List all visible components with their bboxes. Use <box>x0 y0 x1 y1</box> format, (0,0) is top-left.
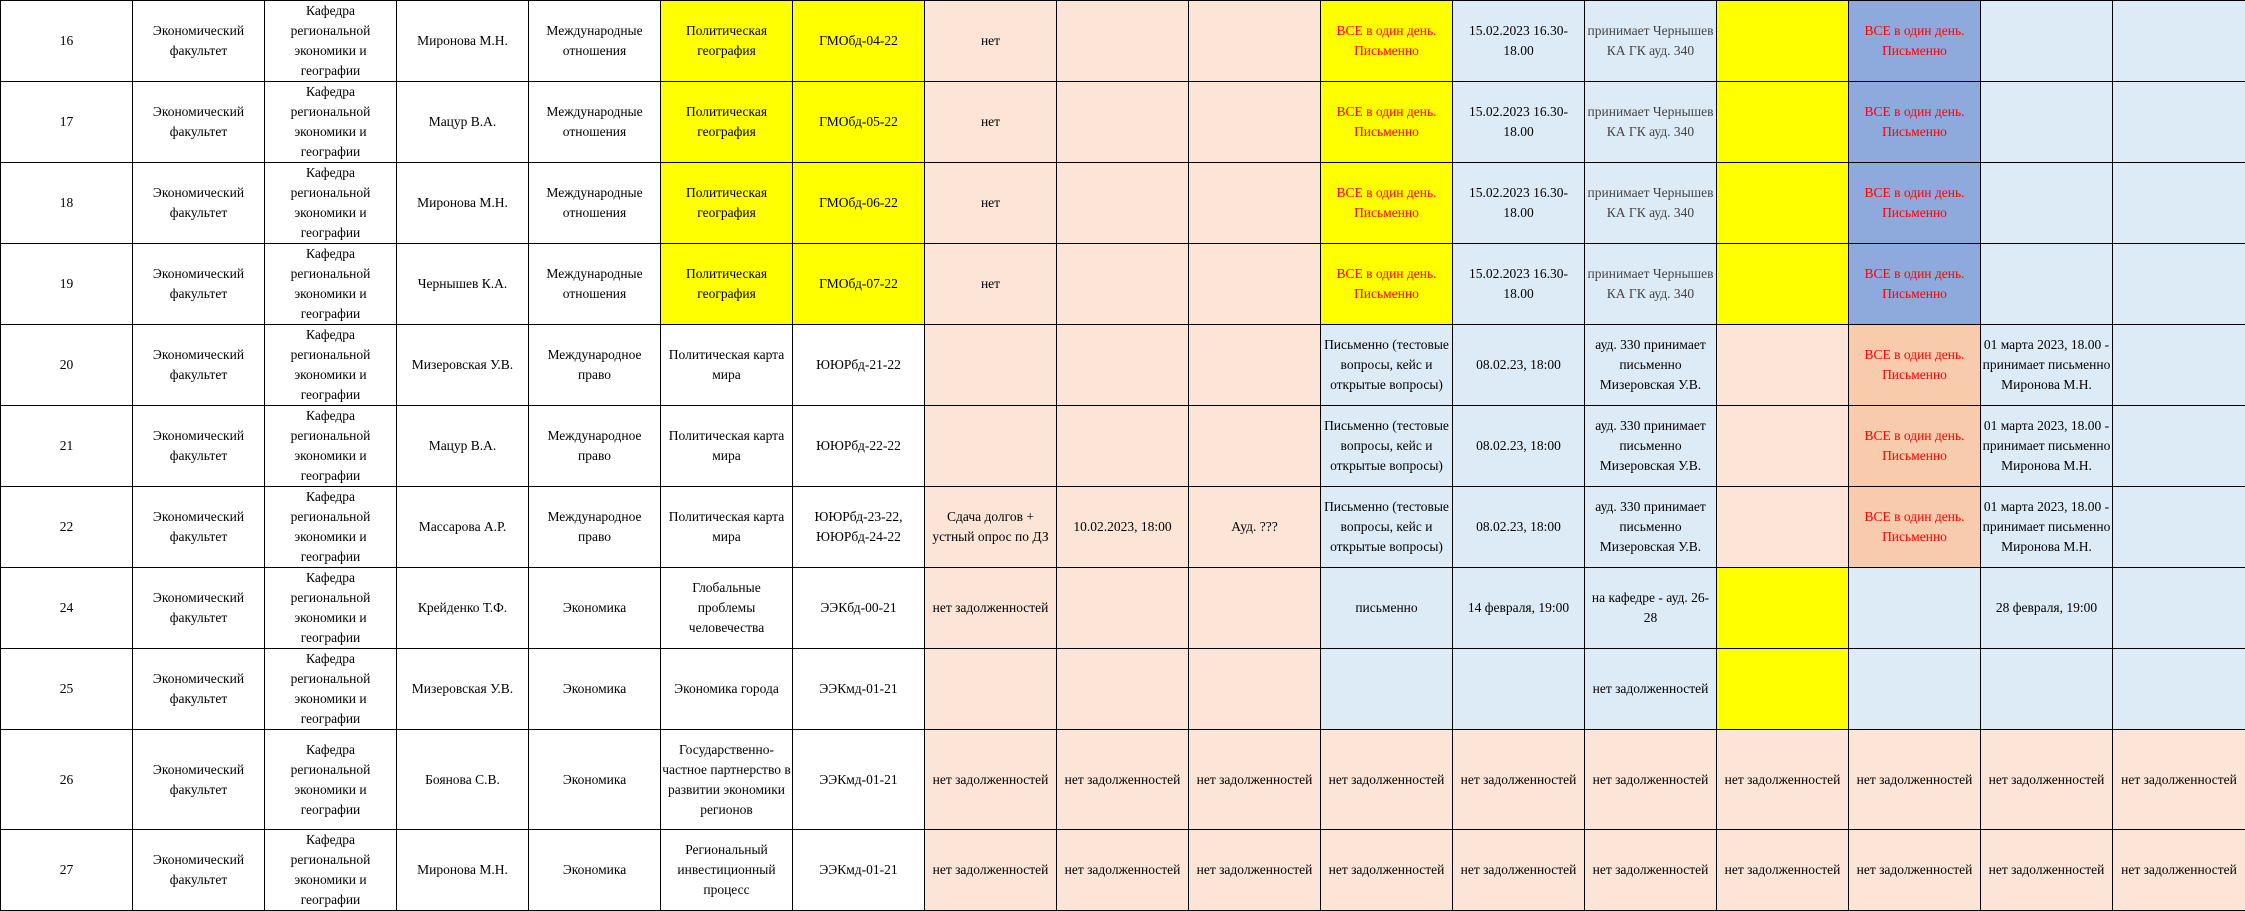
table-cell[interactable] <box>1189 406 1321 487</box>
table-cell[interactable]: Кафедра региональной экономики и географии <box>265 730 397 830</box>
table-cell[interactable] <box>1057 568 1189 649</box>
table-cell[interactable] <box>2113 406 2245 487</box>
table-cell[interactable]: нет задолженностей <box>2113 830 2245 911</box>
table-cell[interactable]: нет <box>925 1 1057 82</box>
table-cell[interactable]: 15.02.2023 16.30-18.00 <box>1453 82 1585 163</box>
table-cell[interactable] <box>1189 244 1321 325</box>
table-cell[interactable] <box>1189 82 1321 163</box>
table-cell[interactable]: письменно <box>1321 568 1453 649</box>
table-cell[interactable]: Кафедра региональной экономики и географии <box>265 325 397 406</box>
table-cell[interactable]: нет задолженностей <box>1453 730 1585 830</box>
table-cell[interactable]: Экономический факультет <box>133 1 265 82</box>
table-cell[interactable]: нет задолженностей <box>1057 730 1189 830</box>
table-cell[interactable] <box>1717 1 1849 82</box>
table-row <box>1 568 2245 649</box>
table-cell[interactable] <box>1189 163 1321 244</box>
table-cell[interactable]: нет задолженностей <box>2113 730 2245 830</box>
table-cell[interactable]: Международное право <box>529 406 661 487</box>
table-cell[interactable]: Международное право <box>529 325 661 406</box>
table-row <box>1 830 2245 911</box>
table-cell[interactable]: 08.02.23, 18:00 <box>1453 487 1585 568</box>
table-cell[interactable]: Экономический факультет <box>133 163 265 244</box>
table-cell[interactable] <box>1981 82 2113 163</box>
table-cell[interactable]: 28 февраля, 19:00 <box>1981 568 2113 649</box>
table-cell[interactable]: ВСЕ в один день. Письменно <box>1849 406 1981 487</box>
table-cell[interactable]: ЮЮРбд-22-22 <box>793 406 925 487</box>
table-cell[interactable]: нет <box>925 163 1057 244</box>
table-cell[interactable]: Мизеровская У.В. <box>397 325 529 406</box>
table-cell[interactable]: Кафедра региональной экономики и географии <box>265 163 397 244</box>
table-cell[interactable] <box>2113 82 2245 163</box>
table-cell[interactable]: Экономический факультет <box>133 487 265 568</box>
table-cell[interactable]: 14 февраля, 19:00 <box>1453 568 1585 649</box>
table-cell[interactable]: ЭЭКбд-00-21 <box>793 568 925 649</box>
table-cell[interactable]: Экономический факультет <box>133 82 265 163</box>
table-cell[interactable]: 01 марта 2023, 18.00 - принимает письменно Миронова М.Н. <box>1981 325 2113 406</box>
table-cell[interactable]: Международное право <box>529 487 661 568</box>
table-cell[interactable]: Политическая карта мира <box>661 487 793 568</box>
table-cell[interactable]: Кафедра региональной экономики и географии <box>265 487 397 568</box>
table-cell[interactable]: Политическая география <box>661 82 793 163</box>
row-number-cell[interactable]: 19 <box>1 244 133 325</box>
table-cell[interactable] <box>2113 1 2245 82</box>
table-cell[interactable]: Миронова М.Н. <box>397 830 529 911</box>
table-cell[interactable]: ГМОбд-04-22 <box>793 1 925 82</box>
table-cell[interactable] <box>1453 649 1585 730</box>
table-row <box>1 163 2245 244</box>
table-cell[interactable] <box>925 406 1057 487</box>
table-cell[interactable] <box>1717 325 1849 406</box>
table-cell[interactable]: Мизеровская У.В. <box>397 649 529 730</box>
table-cell[interactable]: Политическая карта мира <box>661 325 793 406</box>
table-cell[interactable]: Экономический факультет <box>133 244 265 325</box>
table-row <box>1 1 2245 82</box>
table-cell[interactable]: нет задолженностей <box>1189 830 1321 911</box>
table-cell[interactable]: Экономика <box>529 730 661 830</box>
table-cell[interactable]: нет задолженностей <box>1585 649 1717 730</box>
row-number-cell[interactable]: 18 <box>1 163 133 244</box>
table-cell[interactable] <box>1321 649 1453 730</box>
row-number-cell[interactable]: 27 <box>1 830 133 911</box>
table-cell[interactable]: Кафедра региональной экономики и географии <box>265 568 397 649</box>
table-cell[interactable] <box>925 649 1057 730</box>
table-cell[interactable]: 10.02.2023, 18:00 <box>1057 487 1189 568</box>
table-cell[interactable]: Ауд. ??? <box>1189 487 1321 568</box>
table-cell[interactable]: Региональный инвестиционный процесс <box>661 830 793 911</box>
table-cell[interactable] <box>1057 325 1189 406</box>
table-cell[interactable]: ЮЮРбд-21-22 <box>793 325 925 406</box>
table-cell[interactable]: нет задолженностей <box>1321 730 1453 830</box>
table-cell[interactable] <box>1189 649 1321 730</box>
table-cell[interactable] <box>925 325 1057 406</box>
table-cell[interactable]: нет задолженностей <box>925 830 1057 911</box>
table-cell[interactable] <box>2113 244 2245 325</box>
table-cell[interactable]: ГМОбд-06-22 <box>793 163 925 244</box>
table-cell[interactable] <box>1981 163 2113 244</box>
table-cell[interactable]: ВСЕ в один день. Письменно <box>1321 82 1453 163</box>
table-cell[interactable] <box>1189 325 1321 406</box>
table-cell[interactable]: Письменно (тестовые вопросы, кейс и открытые вопросы) <box>1321 487 1453 568</box>
table-cell[interactable] <box>1189 568 1321 649</box>
table-cell[interactable]: Государственно-частное партнерство в развитии экономики регионов <box>661 730 793 830</box>
table-cell[interactable]: нет задолженностей <box>1585 830 1717 911</box>
row-number-cell[interactable]: 17 <box>1 82 133 163</box>
table-cell[interactable]: Кафедра региональной экономики и географии <box>265 1 397 82</box>
table-cell[interactable] <box>1057 649 1189 730</box>
table-cell[interactable] <box>1717 487 1849 568</box>
table-row <box>1 325 2245 406</box>
table-cell[interactable]: Кафедра региональной экономики и географии <box>265 82 397 163</box>
table-cell[interactable]: Экономический факультет <box>133 568 265 649</box>
table-cell[interactable]: Массарова А.Р. <box>397 487 529 568</box>
table-cell[interactable]: Миронова М.Н. <box>397 163 529 244</box>
table-cell[interactable]: принимает Чернышев КА ГК ауд. 340 <box>1585 1 1717 82</box>
table-cell[interactable]: ВСЕ в один день. Письменно <box>1321 244 1453 325</box>
table-cell[interactable]: Международные отношения <box>529 163 661 244</box>
table-cell[interactable] <box>2113 568 2245 649</box>
table-cell[interactable]: на кафедре - ауд. 26-28 <box>1585 568 1717 649</box>
table-row <box>1 406 2245 487</box>
table-cell[interactable]: нет задолженностей <box>925 730 1057 830</box>
table-cell[interactable]: принимает Чернышев КА ГК ауд. 340 <box>1585 82 1717 163</box>
table-cell[interactable]: ауд. 330 принимает письменно Мизеровская У.В. <box>1585 406 1717 487</box>
table-cell[interactable]: Мацур В.А. <box>397 406 529 487</box>
row-number-cell[interactable]: 21 <box>1 406 133 487</box>
table-cell[interactable]: Мацур В.А. <box>397 82 529 163</box>
table-cell[interactable]: ЭЭКмд-01-21 <box>793 830 925 911</box>
table-row <box>1 730 2245 830</box>
table-cell[interactable]: Экономический факультет <box>133 730 265 830</box>
table-cell[interactable]: Политическая география <box>661 1 793 82</box>
table-cell[interactable]: Боянова С.В. <box>397 730 529 830</box>
table-cell[interactable] <box>1717 406 1849 487</box>
table-cell[interactable]: 08.02.23, 18:00 <box>1453 406 1585 487</box>
table-cell[interactable]: ГМОбд-05-22 <box>793 82 925 163</box>
table-cell[interactable]: Кафедра региональной экономики и географии <box>265 649 397 730</box>
table-cell[interactable] <box>1057 406 1189 487</box>
table-cell[interactable]: 15.02.2023 16.30-18.00 <box>1453 244 1585 325</box>
table-cell[interactable]: 15.02.2023 16.30-18.00 <box>1453 163 1585 244</box>
table-cell[interactable]: Миронова М.Н. <box>397 1 529 82</box>
table-cell[interactable]: нет задолженностей <box>1585 730 1717 830</box>
table-cell[interactable]: нет <box>925 82 1057 163</box>
table-cell[interactable] <box>1717 163 1849 244</box>
table-cell[interactable] <box>1717 568 1849 649</box>
table-cell[interactable] <box>1717 244 1849 325</box>
table-cell[interactable]: ВСЕ в один день. Письменно <box>1849 325 1981 406</box>
table-cell[interactable]: ВСЕ в один день. Письменно <box>1849 82 1981 163</box>
table-cell[interactable]: нет задолженностей <box>925 568 1057 649</box>
table-cell[interactable]: 01 марта 2023, 18.00 - принимает письменно Миронова М.Н. <box>1981 487 2113 568</box>
table-cell[interactable]: Экономический факультет <box>133 406 265 487</box>
table-cell[interactable]: Экономика <box>529 568 661 649</box>
table-cell[interactable]: нет задолженностей <box>1321 830 1453 911</box>
table-cell[interactable] <box>1981 649 2113 730</box>
table-cell[interactable]: принимает Чернышев КА ГК ауд. 340 <box>1585 163 1717 244</box>
table-cell[interactable]: нет задолженностей <box>1717 730 1849 830</box>
table-cell[interactable]: Политическая карта мира <box>661 406 793 487</box>
table-cell[interactable] <box>2113 649 2245 730</box>
table-cell[interactable]: Международные отношения <box>529 1 661 82</box>
table-row <box>1 649 2245 730</box>
table-cell[interactable]: 01 марта 2023, 18.00 - принимает письменно Миронова М.Н. <box>1981 406 2113 487</box>
table-cell[interactable]: нет задолженностей <box>1849 730 1981 830</box>
table-cell[interactable]: Международные отношения <box>529 82 661 163</box>
table-cell[interactable]: ВСЕ в один день. Письменно <box>1321 163 1453 244</box>
row-number-cell[interactable]: 20 <box>1 325 133 406</box>
table-cell[interactable] <box>1057 82 1189 163</box>
table-cell[interactable] <box>1849 568 1981 649</box>
table-cell[interactable]: Кафедра региональной экономики и географии <box>265 244 397 325</box>
table-cell[interactable]: Политическая география <box>661 163 793 244</box>
table-cell[interactable]: 15.02.2023 16.30-18.00 <box>1453 1 1585 82</box>
table-cell[interactable]: нет задолженностей <box>1057 830 1189 911</box>
table-cell[interactable]: ГМОбд-07-22 <box>793 244 925 325</box>
table-cell[interactable]: Чернышев К.А. <box>397 244 529 325</box>
table-cell[interactable] <box>1057 1 1189 82</box>
table-cell[interactable]: ЮЮРбд-23-22, ЮЮРбд-24-22 <box>793 487 925 568</box>
table-cell[interactable] <box>2113 163 2245 244</box>
table-row <box>1 82 2245 163</box>
table-cell[interactable]: ауд. 330 принимает письменно Мизеровская У.В. <box>1585 487 1717 568</box>
table-cell[interactable] <box>1057 163 1189 244</box>
table-cell[interactable] <box>1981 1 2113 82</box>
table-cell[interactable] <box>2113 487 2245 568</box>
table-cell[interactable]: нет <box>925 244 1057 325</box>
table-cell[interactable]: ВСЕ в один день. Письменно <box>1849 163 1981 244</box>
table-cell[interactable]: нет задолженностей <box>1717 830 1849 911</box>
table-cell[interactable]: 08.02.23, 18:00 <box>1453 325 1585 406</box>
table-cell[interactable]: Политическая география <box>661 244 793 325</box>
table-cell[interactable]: нет задолженностей <box>1453 830 1585 911</box>
table-cell[interactable]: Сдача долгов + устный опрос по ДЗ <box>925 487 1057 568</box>
table-cell[interactable]: Глобальные проблемы человечества <box>661 568 793 649</box>
table-cell[interactable] <box>1981 244 2113 325</box>
table-cell[interactable]: Крейденко Т.Ф. <box>397 568 529 649</box>
table-cell[interactable]: нет задолженностей <box>1849 830 1981 911</box>
table-cell[interactable]: нет задолженностей <box>1189 730 1321 830</box>
table-cell[interactable]: Экономика города <box>661 649 793 730</box>
table-cell[interactable]: Экономический факультет <box>133 649 265 730</box>
table-cell[interactable] <box>1189 1 1321 82</box>
table-cell[interactable]: принимает Чернышев КА ГК ауд. 340 <box>1585 244 1717 325</box>
row-number-cell[interactable]: 24 <box>1 568 133 649</box>
table-cell[interactable]: Экономический факультет <box>133 830 265 911</box>
table-cell[interactable]: ВСЕ в один день. Письменно <box>1849 244 1981 325</box>
table-cell[interactable]: Экономика <box>529 830 661 911</box>
table-cell[interactable]: ВСЕ в один день. Письменно <box>1849 487 1981 568</box>
table-cell[interactable] <box>1849 649 1981 730</box>
table-cell[interactable]: нет задолженностей <box>1981 730 2113 830</box>
table-cell[interactable]: ВСЕ в один день. Письменно <box>1849 1 1981 82</box>
table-cell[interactable]: ЭЭКмд-01-21 <box>793 649 925 730</box>
table-row <box>1 487 2245 568</box>
table-cell[interactable]: Экономический факультет <box>133 325 265 406</box>
row-number-cell[interactable]: 25 <box>1 649 133 730</box>
table-cell[interactable]: Кафедра региональной экономики и географии <box>265 830 397 911</box>
table-cell[interactable]: ЭЭКмд-01-21 <box>793 730 925 830</box>
table-cell[interactable] <box>2113 325 2245 406</box>
table-cell[interactable]: Кафедра региональной экономики и географии <box>265 406 397 487</box>
spreadsheet-body <box>1 1 2245 911</box>
table-row <box>1 244 2245 325</box>
table-cell[interactable]: Международные отношения <box>529 244 661 325</box>
row-number-cell[interactable]: 26 <box>1 730 133 830</box>
table-cell[interactable]: Письменно (тестовые вопросы, кейс и открытые вопросы) <box>1321 325 1453 406</box>
table-cell[interactable]: ауд. 330 принимает письменно Мизеровская У.В. <box>1585 325 1717 406</box>
table-cell[interactable]: нет задолженностей <box>1981 830 2113 911</box>
table-cell[interactable]: Экономика <box>529 649 661 730</box>
table-cell[interactable] <box>1717 82 1849 163</box>
table-cell[interactable]: ВСЕ в один день. Письменно <box>1321 1 1453 82</box>
row-number-cell[interactable]: 22 <box>1 487 133 568</box>
table-cell[interactable] <box>1057 244 1189 325</box>
table-cell[interactable]: Письменно (тестовые вопросы, кейс и открытые вопросы) <box>1321 406 1453 487</box>
table-cell[interactable] <box>1717 649 1849 730</box>
row-number-cell[interactable]: 16 <box>1 1 133 82</box>
